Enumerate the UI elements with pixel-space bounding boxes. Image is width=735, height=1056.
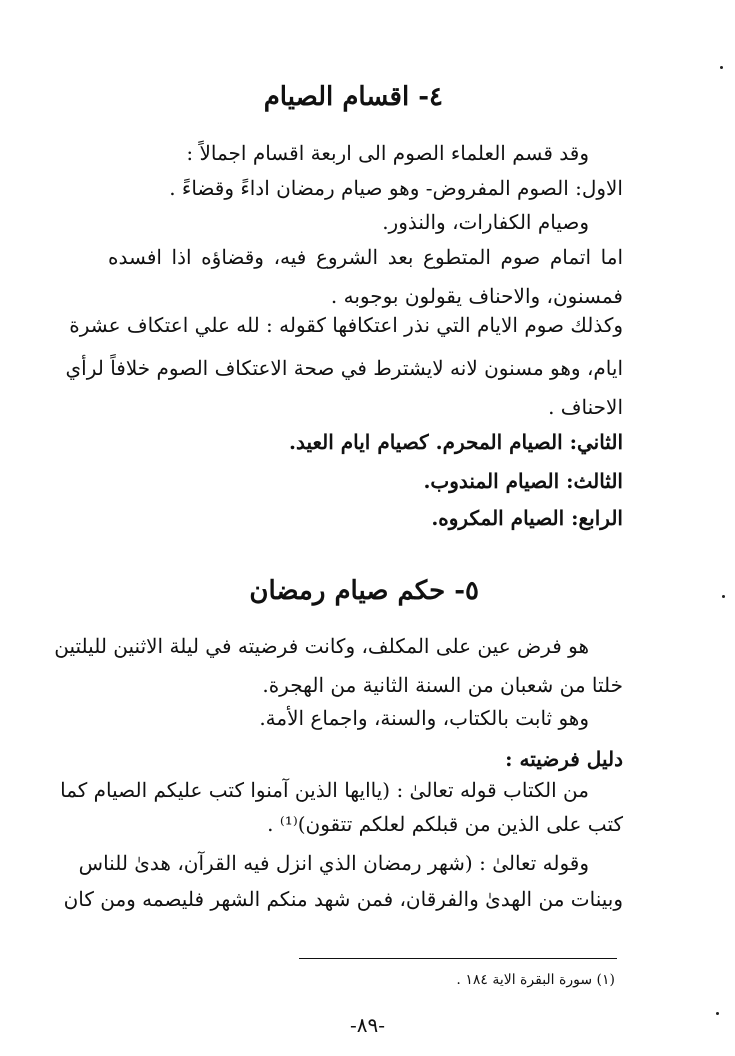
paragraph-line: وهو ثابت بالكتاب، والسنة، واجماع الأمة. bbox=[259, 706, 589, 730]
paragraph-line: وكذلك صوم الايام التي نذر اعتكافها كقوله : لله علي اعتكاف عشرة bbox=[69, 313, 623, 337]
paragraph-line: الرابع: الصيام المكروه. bbox=[431, 506, 623, 530]
paragraph-line: فمسنون، والاحناف يقولون بوجوبه . bbox=[330, 284, 623, 308]
footnote: (١) سورة البقرة الاية ١٨٤ . bbox=[456, 972, 615, 988]
paragraph-line: كتب على الذين من قبلكم لعلكم تتقون)⁽¹⁾ . bbox=[267, 812, 623, 836]
paragraph-line: الاحناف . bbox=[548, 395, 623, 419]
paragraph-line: اما اتمام صوم المتطوع بعد الشروع فيه، وقضاؤه اذا افسده bbox=[108, 245, 623, 269]
paragraph-line: دليل فرضيته : bbox=[505, 747, 623, 771]
paragraph-line: خلتا من شعبان من السنة الثانية من الهجرة. bbox=[262, 673, 623, 697]
paragraph-line: وقد قسم العلماء الصوم الى اربعة اقسام اجمالاً : bbox=[186, 141, 589, 165]
paragraph-line: وصيام الكفارات، والنذور. bbox=[382, 210, 589, 234]
scan-speck bbox=[720, 66, 723, 69]
paragraph-line: الثاني: الصيام المحرم. كصيام ايام العيد. bbox=[289, 430, 623, 454]
paragraph-line: وقوله تعالىٰ : (شهر رمضان الذي انزل فيه القرآن، هدىٰ للناس bbox=[78, 851, 589, 875]
paragraph-line: الثالث: الصيام المندوب. bbox=[423, 469, 623, 493]
page-number: -٨٩- bbox=[349, 1013, 385, 1037]
paragraph-line: وبينات من الهدىٰ والفرقان، فمن شهد منكم الشهر فليصمه ومن كان bbox=[63, 887, 623, 911]
paragraph-line: ايام، وهو مسنون لانه لايشترط في صحة الاعتكاف الصوم خلافاً لرأي bbox=[65, 356, 623, 380]
paragraph-line: من الكتاب قوله تعالىٰ : (ياايها الذين آمنوا كتب عليكم الصيام كما bbox=[60, 778, 589, 802]
scan-speck bbox=[716, 1012, 719, 1015]
section-heading-ramadan-ruling: ٥- حكم صيام رمضان bbox=[249, 576, 479, 606]
scan-speck bbox=[722, 595, 725, 598]
footnote-separator bbox=[299, 958, 617, 959]
paragraph-line: الاول: الصوم المفروض- وهو صيام رمضان اداءً وقضاءً . bbox=[169, 176, 623, 200]
section-heading-fasting-types: ٤- اقسام الصيام bbox=[263, 82, 443, 112]
paragraph-line: هو فرض عين على المكلف، وكانت فرضيته في ليلة الاثنين لليلتين bbox=[54, 634, 589, 658]
